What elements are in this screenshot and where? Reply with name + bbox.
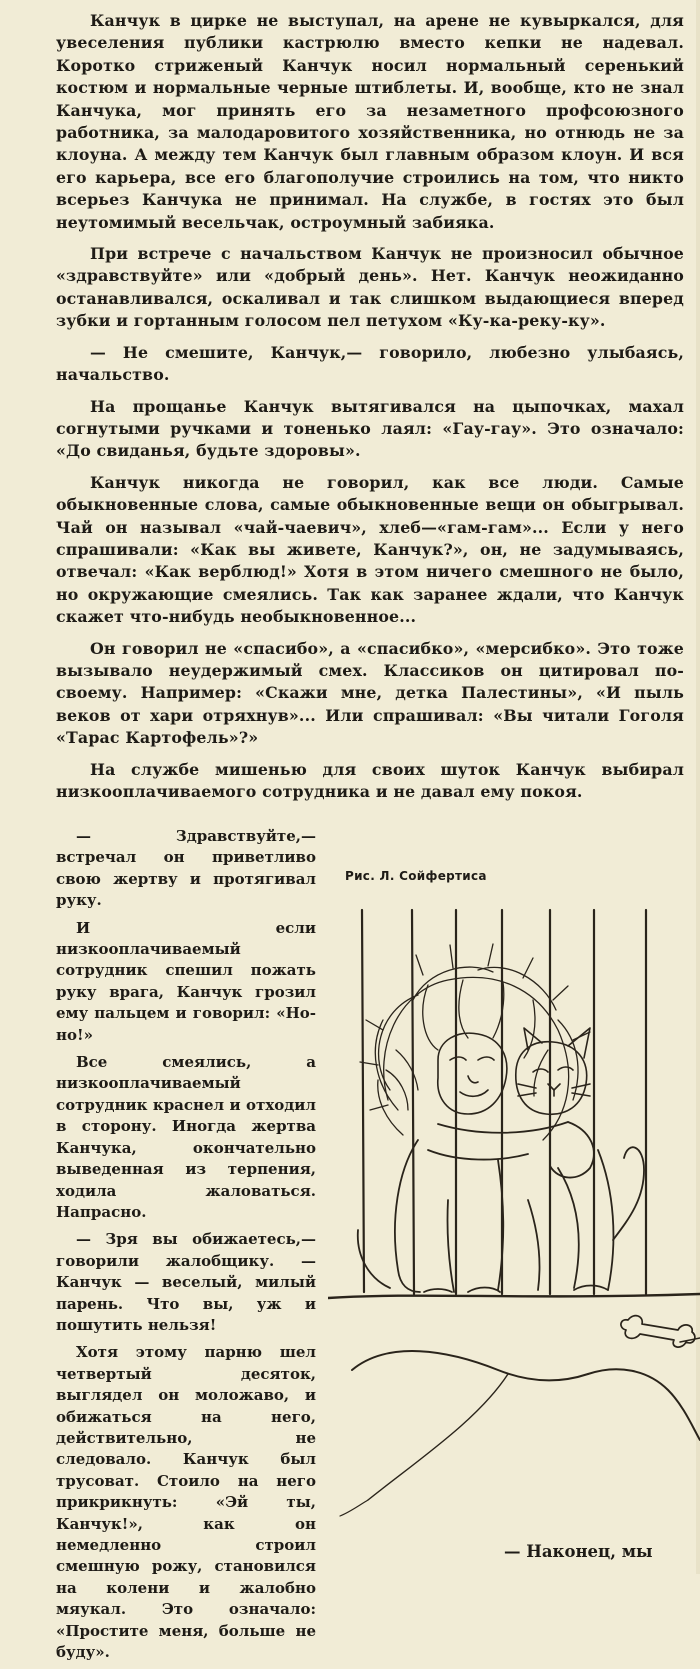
lion-body	[358, 1122, 594, 1292]
cat-body	[528, 1147, 644, 1290]
article-text-column	[56, 826, 316, 1669]
lion-cat-illustration	[328, 900, 700, 1550]
column-paragraph-3: Все смеялись, а низкооплачиваемый сотрудник краснел и отходил в сторону. Иногда жертва Канчука, окончательно выведенная из терпения, ходила жаловаться. Напрасно.	[56, 1053, 316, 1221]
article-text-full-width	[56, 10, 684, 812]
column-paragraph-4: — Зря вы обижаетесь,— говорили жалобщику. — Канчук — веселый, милый парень. Что вы, уж и пошутить нельзя!	[56, 1230, 316, 1334]
paragraph-4: На прощанье Канчук вытягивался на цыпочках, махал согнутыми ручками и тоненько лаял: «Гау-гау». Это означало: «До свиданья, будьте здоровы».	[56, 396, 684, 461]
paragraph-1: Канчук в цирке не выступал, на арене не кувыркался, для увеселения публики кастрюлю вместо кепки не надевал. Коротко стриженый Канчук носил нормальный серенький костюм и нормальные черные штиблеты. И, вообще, кто не знал Канчука, мог принять его за незаметного профсоюзного работника, за малодаровитого хозяйственника, но отнюдь не за клоуна. А между тем Канчук был главным образом клоун. И вся его карьера, все его благополучие строились на том, что никто всерьез Канчука не принимал. На службе, в гостях это был неутомимый весельчак, остроумный забияка.	[56, 11, 684, 232]
column-paragraph-1: — Здравствуйте,— встречал он приветливо свою жертву и протягивал руку.	[56, 827, 316, 910]
paragraph-3: — Не смешите, Канчук,— говорило, любезно улыбаясь, начальство.	[56, 342, 684, 385]
paragraph-5: Канчук никогда не говорил, как все люди. Самые обыкновенные слова, самые обыкновенные вещи он обыгрывал. Чай он называл «чай-чаевич», хлеб—«гам-гам»... Если у него спрашивали: «Как вы живете, Канчук?», он, не задумываясь, отвечал: «Как верблюд!» Хотя в этом ничего смешного не было, но окружающие смеялись. Так как заранее ждали, что Канчук скажет что-нибудь необыкновенное...	[56, 472, 684, 627]
column-paragraph-2: И если низкооплачиваемый сотрудник спешил пожать руку врага, Канчук грозил ему пальцем и говорил: «Но-но!»	[56, 918, 316, 1044]
illustration-credit: Рис. Л. Сойфертиса	[345, 869, 487, 883]
cat-head	[516, 1028, 590, 1114]
lion-face	[438, 1033, 507, 1114]
paragraph-2: При встрече с начальством Канчук не произносил обычное «здравствуйте» или «добрый день». Нет. Канчук неожиданно останавливался, оскаливал и так слишком выдающиеся вперед зубки и гортанным голосом пел петухом «Ку-ка-реку-ку».	[56, 244, 684, 331]
paragraph-6: Он говорил не «спасибо», а «спасибко», «мерсибко». Это тоже вызывало неудержимый смех. Классиков он цитировал по-своему. Например: «Скажи мне, детка Палестины», «И пыль веков от хари отряхнув»... Или спрашивал: «Вы читали Гоголя «Тарас Картофель»?»	[56, 638, 684, 748]
bone-icon	[621, 1316, 695, 1347]
paragraph-7: На службе мишенью для своих шуток Канчук выбирал низкооплачиваемого сотрудника и не давал ему покоя.	[56, 759, 684, 801]
illustration-caption: — Наконец, мы	[504, 1542, 653, 1561]
column-paragraph-5: Хотя этому парню шел четвертый десяток, выглядел он моложаво, и обижаться на него, действительно, не следовало. Канчук был трусоват. Стоило на него прикрикнуть: «Эй ты, Канчук!», как он немедленно строил смешную рожу, становился на колени и жалобно мяукал. Это означало: «Простите меня, больше не буду».	[56, 1343, 316, 1662]
